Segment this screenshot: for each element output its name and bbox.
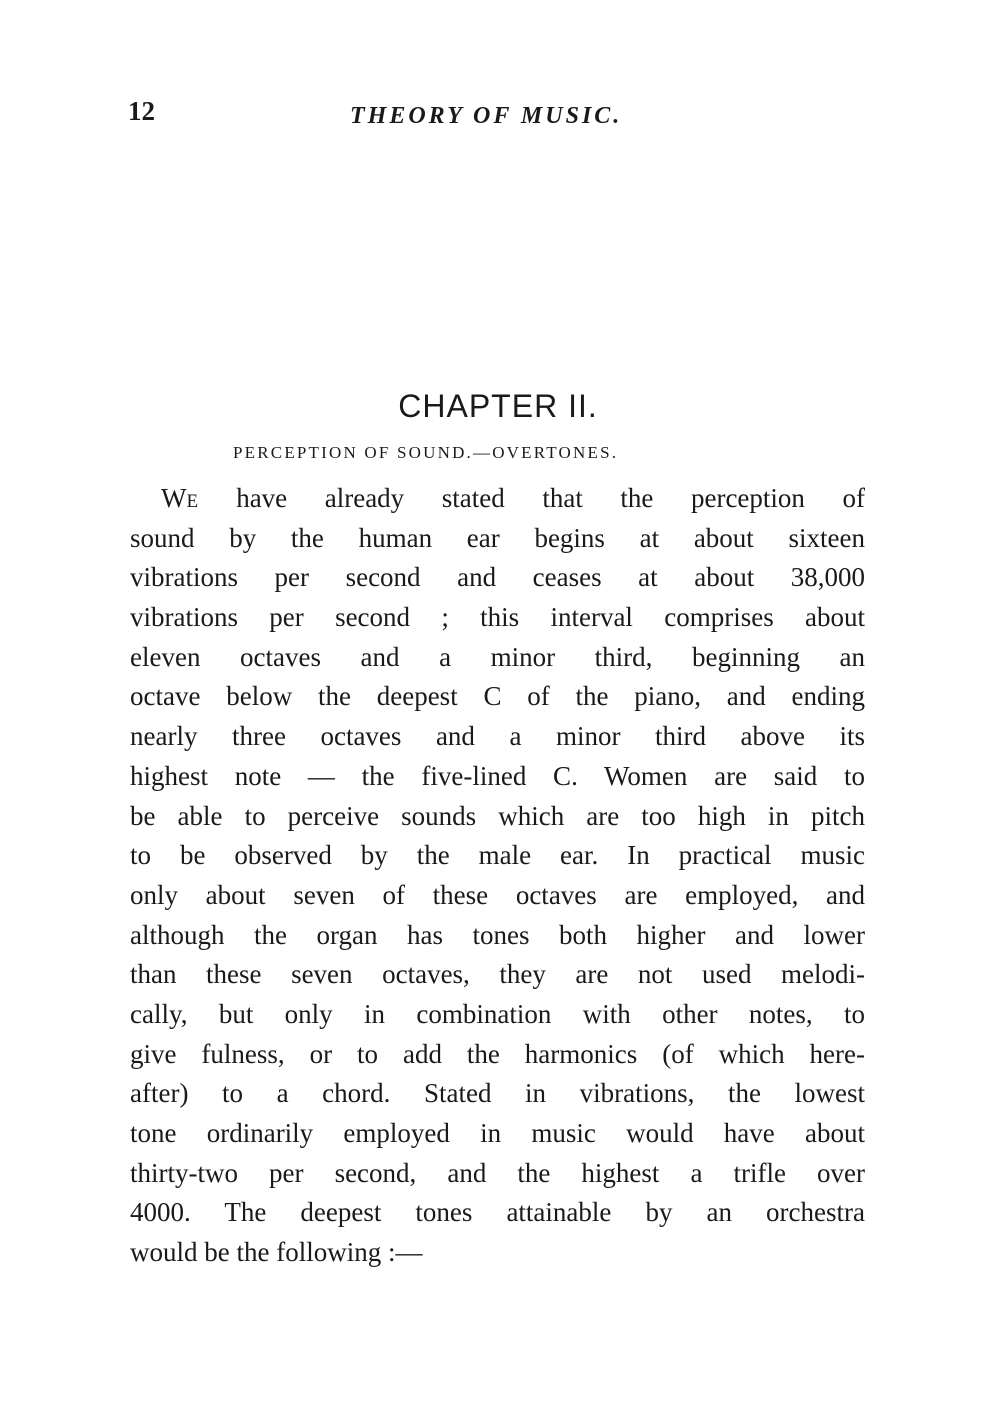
paragraph-line: vibrations per second ; this interval comprises about bbox=[130, 602, 865, 633]
paragraph-line: although the organ has tones both higher and lower bbox=[130, 919, 865, 950]
paragraph-line: nearly three octaves and a minor third above its bbox=[130, 721, 865, 752]
paragraph-line: 4000. The deepest tones attainable by an orchestra bbox=[130, 1197, 865, 1228]
paragraph-line: be able to perceive sounds which are too high in pitch bbox=[130, 800, 865, 831]
paragraph-line: cally, but only in combination with other notes, to bbox=[130, 998, 865, 1029]
paragraph-line: to be observed by the male ear. In practical music bbox=[130, 840, 865, 871]
paragraph-line: highest note — the five-lined C. Women are said to bbox=[130, 760, 865, 791]
line-text: have already stated that the perception of bbox=[236, 483, 865, 513]
paragraph-line: after) to a chord. Stated in vibrations, the lowest bbox=[130, 1078, 865, 1109]
paragraph-line: only about seven of these octaves are employed, and bbox=[130, 879, 865, 910]
paragraph-line: thirty-two per second, and the highest a trifle over bbox=[130, 1157, 865, 1188]
chapter-title bbox=[0, 388, 1000, 425]
paragraph-line: tone ordinarily employed in music would have about bbox=[130, 1118, 865, 1148]
page-number: 12 bbox=[128, 96, 155, 126]
chapter-subtitle: PERCEPTION OF SOUND.—OVERTONES. bbox=[233, 443, 619, 462]
paragraph-line: octave below the deepest C of the piano, and ending bbox=[130, 681, 865, 712]
initial-letter: W bbox=[161, 483, 187, 513]
initial-small-caps: E bbox=[186, 491, 199, 512]
paragraph-line: vibrations per second and ceases at about 38,000 bbox=[130, 562, 865, 593]
running-head: THEORY OF MUSIC. bbox=[350, 103, 623, 129]
paragraph-line bbox=[130, 479, 865, 519]
paragraph-line: sound by the human ear begins at about sixteen bbox=[130, 522, 865, 553]
chapter-title-text: CHAPTER II. bbox=[398, 388, 598, 424]
paragraph-line: give fulness, or to add the harmonics (of which here- bbox=[130, 1038, 865, 1069]
body-paragraph bbox=[130, 479, 865, 1273]
paragraph-line: would be the following :— bbox=[130, 1237, 423, 1268]
paragraph-line: eleven octaves and a minor third, beginning an bbox=[130, 641, 865, 672]
paragraph-line: than these seven octaves, they are not used melodi- bbox=[130, 959, 865, 990]
